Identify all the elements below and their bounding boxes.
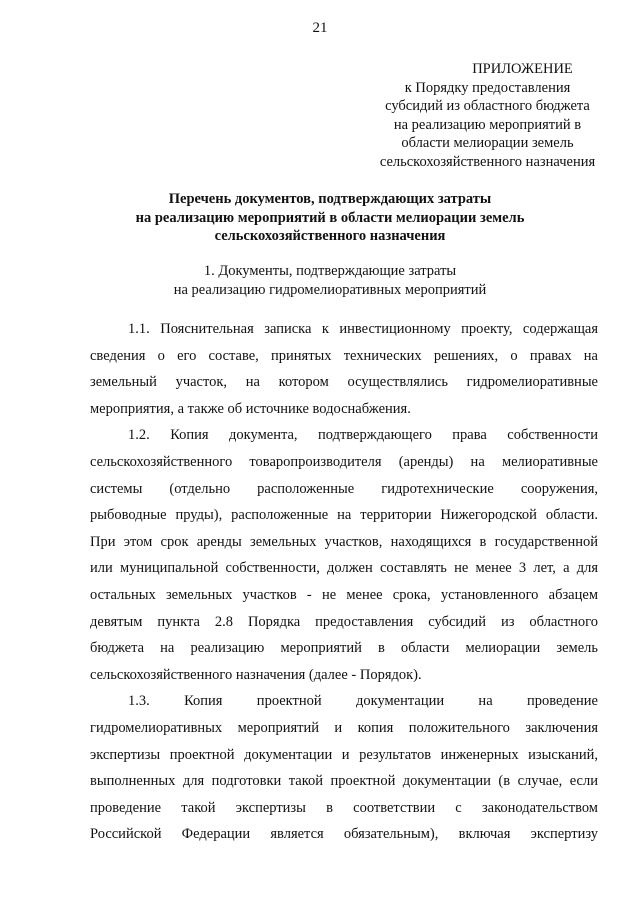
paragraph-line: земельный участок, на котором осуществлялись гидромелиоративные bbox=[90, 374, 598, 391]
paragraph-line: рыбоводные пруды), расположенные на территории Нижегородской области. bbox=[90, 507, 598, 524]
appendix-line: ПРИЛОЖЕНИЕ bbox=[472, 61, 573, 77]
document-title bbox=[90, 190, 570, 246]
paragraph-line: сельскохозяйственного товаропроизводителя (аренды) на мелиоративные bbox=[90, 453, 598, 470]
body-text bbox=[90, 316, 598, 848]
paragraph-line: или муниципальной собственности, должен составлять не менее 3 лет, а для bbox=[90, 560, 598, 577]
section-heading bbox=[90, 262, 570, 299]
paragraph-line: системы (отдельно расположенные гидротехнические сооружения, bbox=[90, 480, 598, 497]
paragraph-line: сельскохозяйственного назначения (далее - Порядок). bbox=[90, 666, 422, 683]
appendix-line: субсидий из областного бюджета bbox=[385, 98, 590, 114]
paragraph-line: При этом срок аренды земельных участков, находящихся в государственной bbox=[90, 533, 598, 550]
title-line: сельскохозяйственного назначения bbox=[214, 228, 446, 244]
paragraph-line: выполненных для подготовки такой проектной документации (в случае, если bbox=[90, 773, 598, 790]
paragraph-line: 1.3. Копия проектной документации на проведение bbox=[128, 693, 598, 710]
paragraph-line: бюджета на реализацию мероприятий в области мелиорации земель bbox=[90, 640, 598, 657]
title-line: Перечень документов, подтверждающих затраты bbox=[168, 191, 492, 207]
appendix-line: области мелиорации земель bbox=[401, 135, 574, 151]
section-heading-line: на реализацию гидромелиоративных мероприятий bbox=[173, 281, 487, 298]
paragraph-line: гидромелиоративных мероприятий и копия положительного заключения bbox=[90, 719, 598, 736]
page-number: 21 bbox=[312, 20, 328, 36]
title-line: на реализацию мероприятий в области мелиорации земель bbox=[135, 209, 525, 226]
paragraph-line: 1.2. Копия документа, подтверждающего права собственности bbox=[128, 427, 598, 444]
appendix-header bbox=[350, 60, 625, 171]
paragraph-line: сведения о его составе, принятых технических решениях, о правах на bbox=[90, 347, 598, 364]
paragraph-line: экспертизы проектной документации и результатов инженерных изысканий, bbox=[90, 746, 598, 763]
section-heading-line: 1. Документы, подтверждающие затраты bbox=[203, 263, 457, 279]
paragraph-line: остальных земельных участков - не менее срока, установленного абзацем bbox=[90, 586, 598, 603]
paragraph-line: мероприятия, а также об источнике водоснабжения. bbox=[90, 400, 411, 417]
paragraph-line: девятым пункта 2.8 Порядка предоставления субсидий из областного bbox=[90, 613, 598, 630]
appendix-line: сельскохозяйственного назначения bbox=[379, 153, 596, 170]
paragraph-line: 1.1. Пояснительная записка к инвестиционному проекту, содержащая bbox=[128, 321, 598, 337]
paragraph-line: проведение такой экспертизы в соответствии с законодательством bbox=[90, 799, 598, 816]
appendix-line: на реализацию мероприятий в bbox=[393, 116, 582, 133]
paragraph-line: Российской Федерации является обязательным), включая экспертизу bbox=[90, 826, 598, 843]
appendix-line: к Порядку предоставления bbox=[404, 79, 571, 96]
